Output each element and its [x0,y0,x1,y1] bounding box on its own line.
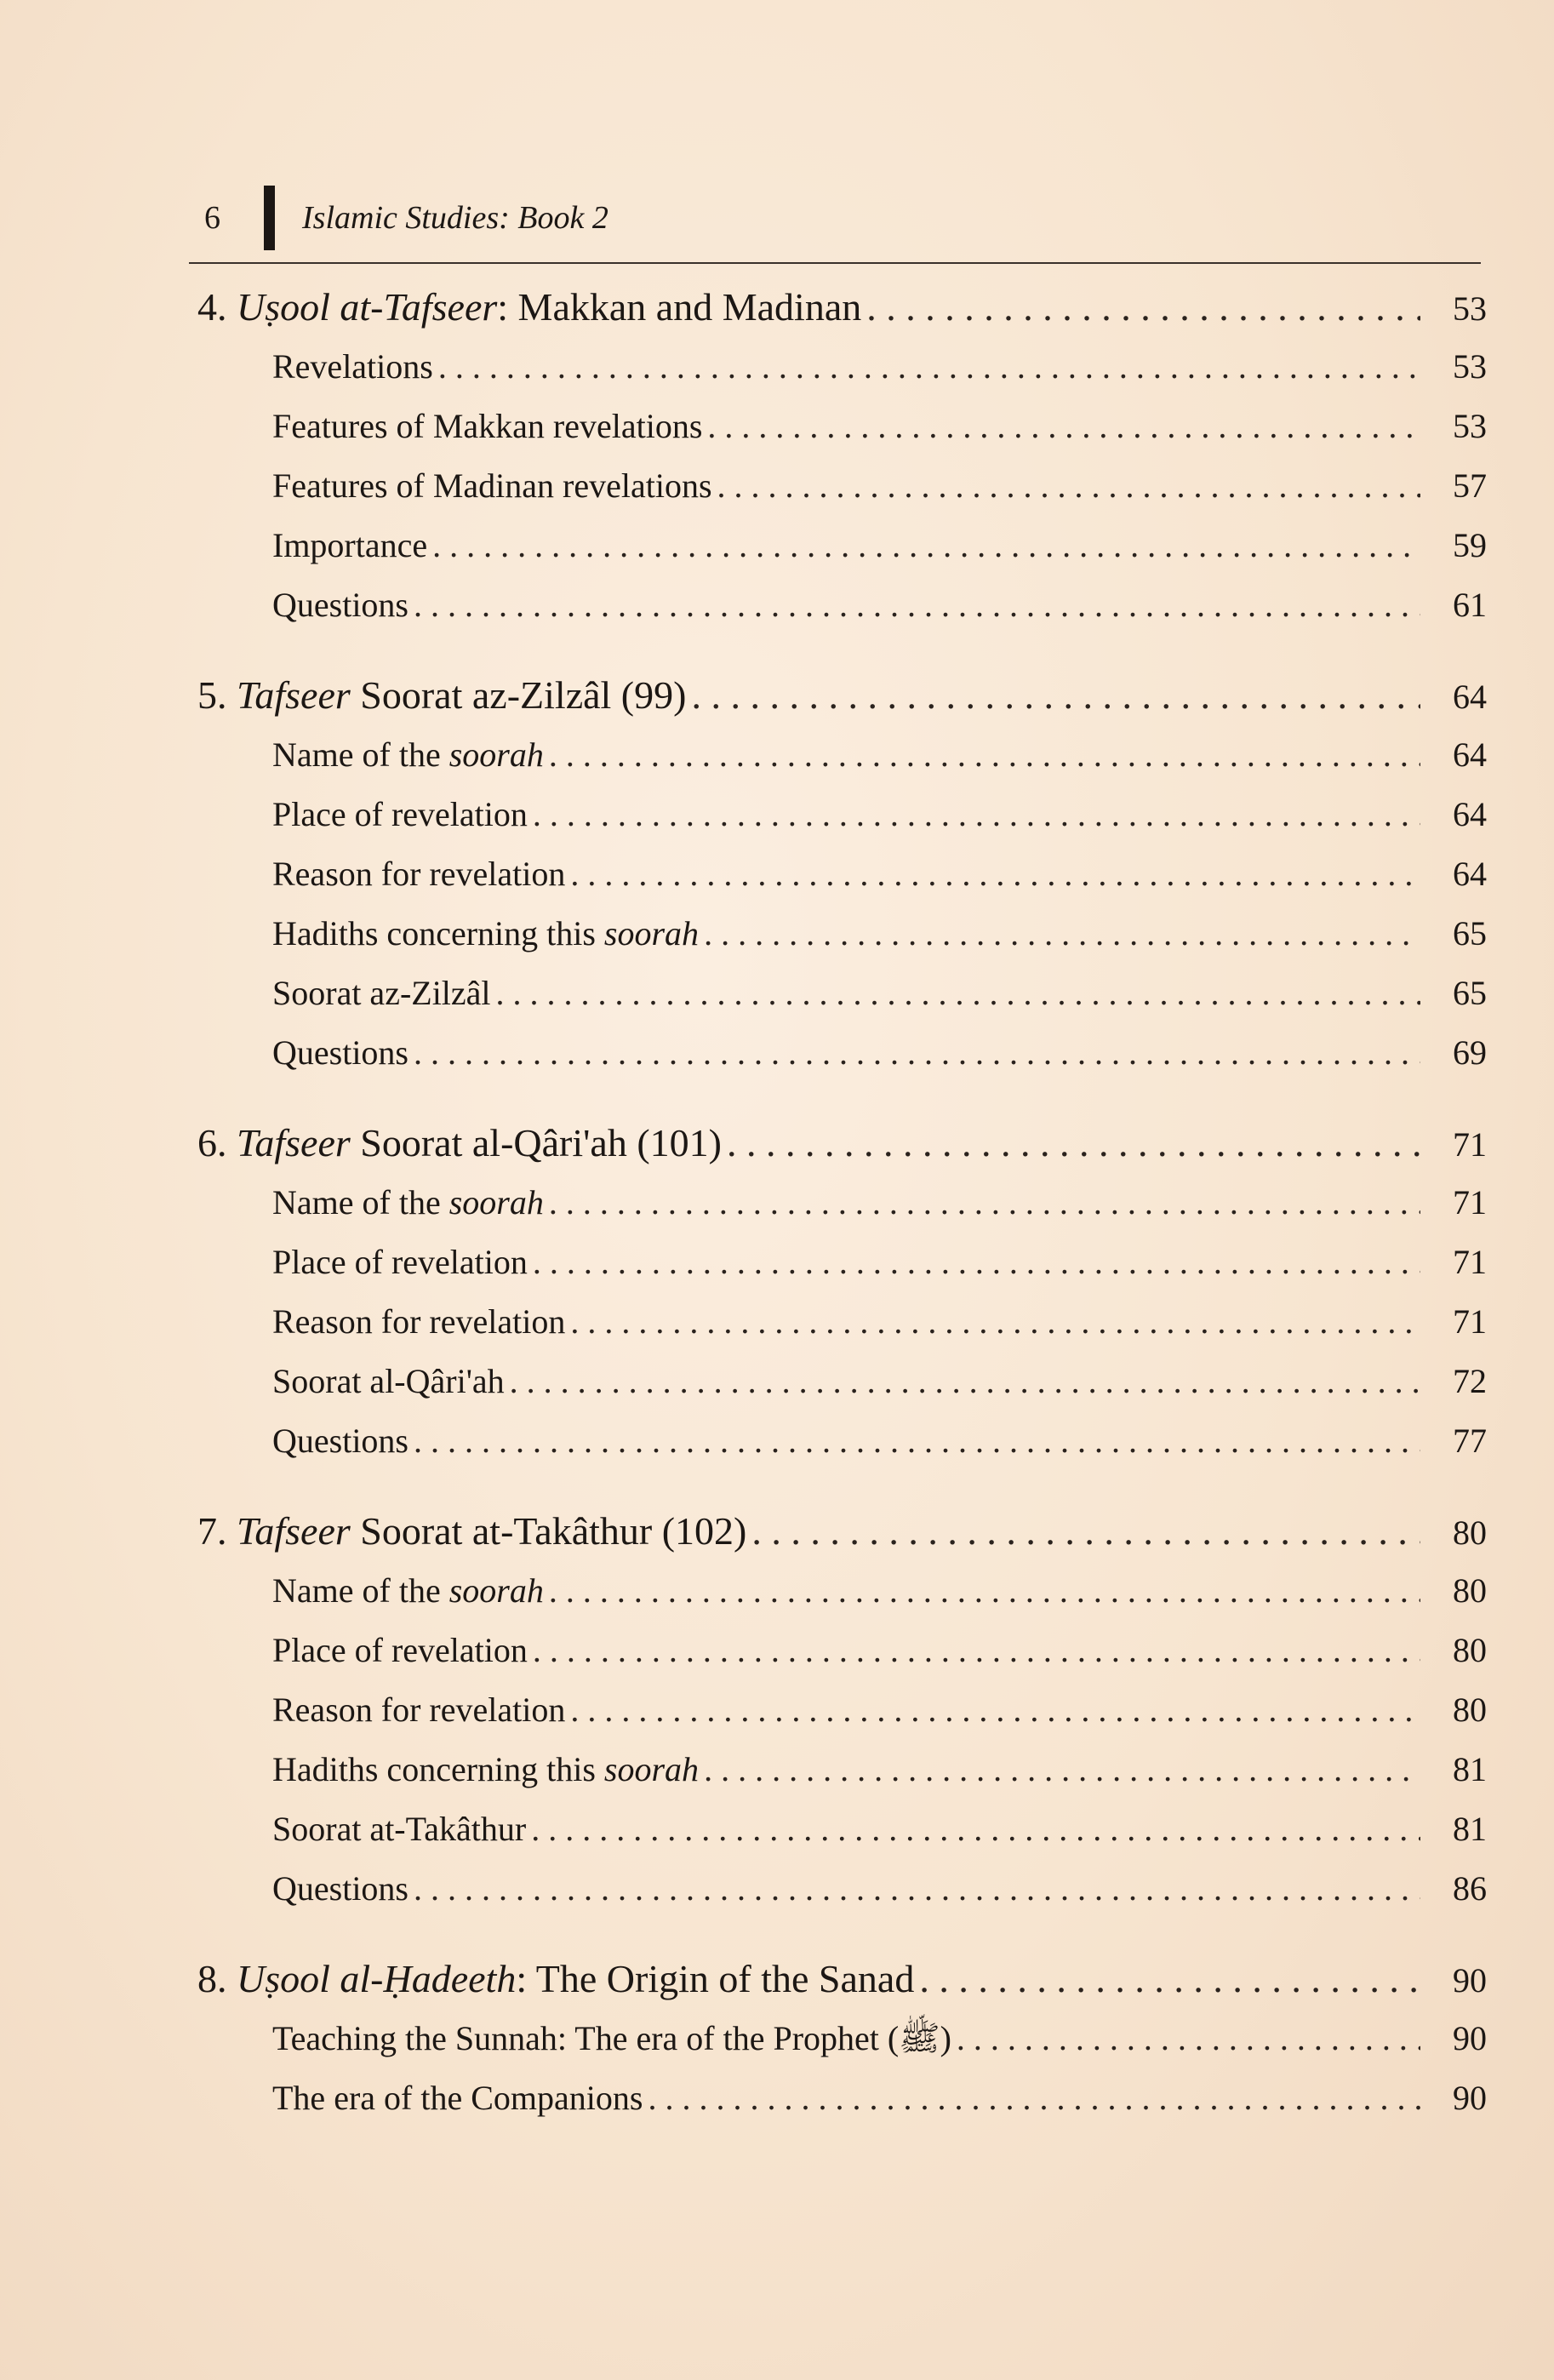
subentry-italic: soorah [448,1183,544,1221]
dot-leader [704,1740,1420,1799]
dot-leader [414,575,1420,635]
chapter-number: 7. [197,1509,227,1553]
toc-subentry [197,1023,1487,1083]
subentry-text: Name of the [272,1183,449,1221]
chapter-title-italic: Tafseer [237,1121,351,1164]
toc-section [197,1113,1487,1471]
subentry-page-number: 53 [1453,407,1487,445]
toc-section [197,666,1487,1083]
table-of-contents [197,277,1487,2159]
subentry-text: Questions [272,1869,408,1908]
chapter-title-rest: Soorat al-Qâri'ah (101) [350,1121,722,1164]
toc-subentry [197,725,1487,785]
chapter-entry [197,1949,1487,2009]
dot-leader [496,964,1420,1023]
subentry-text: Name of the [272,735,449,774]
book-title: Islamic Studies: Book 2 [302,200,608,236]
subentry-page-number: 65 [1453,914,1487,953]
dot-leader [570,1292,1420,1352]
subentry-page-number: 80 [1453,1571,1487,1610]
subentry-text: Hadiths concerning this [272,1750,604,1788]
toc-subentry [197,1859,1487,1919]
subentry-italic: soorah [448,735,544,774]
toc-subentry [197,2068,1487,2128]
toc-subentry [197,1621,1487,1680]
subentry-title [272,456,712,516]
subentry-text: Questions [272,1422,408,1460]
subentry-title [272,575,408,635]
chapter-page-number: 71 [1453,1125,1487,1164]
subentry-title [272,1292,565,1352]
chapter-title [197,1113,722,1173]
subentry-page-number: 53 [1453,347,1487,386]
subentry-italic: soorah [448,1571,544,1610]
dot-leader [533,1621,1420,1680]
dot-leader [648,2068,1420,2128]
chapter-title-rest: : Makkan and Madinan [497,285,862,329]
subentry-text: Teaching the Sunnah: The era of the Prophet (ﷺ) [272,2019,951,2057]
toc-section [197,1502,1487,1919]
dot-leader [432,516,1420,575]
dot-leader [866,277,1420,337]
toc-subentry [197,1799,1487,1859]
subentry-text: Place of revelation [272,1243,528,1281]
subentry-page-number: 72 [1453,1362,1487,1400]
dot-leader [438,337,1420,397]
subentry-page-number: 64 [1453,795,1487,833]
subentry-title [272,2009,951,2068]
header-rule [189,262,1481,264]
toc-subentry [197,1233,1487,1292]
subentry-title [272,904,699,964]
subentry-page-number: 80 [1453,1631,1487,1669]
subentry-title [272,397,702,456]
chapter-title [197,666,686,725]
subentry-text: Questions [272,586,408,624]
subentry-page-number: 90 [1453,2079,1487,2117]
subentry-title [272,1023,408,1083]
subentry-page-number: 69 [1453,1033,1487,1072]
toc-subentry [197,516,1487,575]
chapter-page-number: 64 [1453,678,1487,716]
subentry-title [272,337,433,397]
chapter-number: 6. [197,1121,227,1164]
header-bar [264,186,275,250]
subentry-page-number: 71 [1453,1183,1487,1221]
chapter-title-italic: Uṣool at-Tafseer [237,285,498,329]
subentry-title [272,1859,408,1919]
dot-leader [570,1680,1420,1740]
subentry-text: Soorat al-Qâri'ah [272,1362,505,1400]
dot-leader [717,456,1420,516]
toc-subentry [197,2009,1487,2068]
chapter-entry [197,1113,1487,1173]
subentry-title [272,1680,565,1740]
subentry-text: Importance [272,526,428,564]
dot-leader [414,1023,1420,1083]
subentry-title [272,1173,544,1233]
toc-subentry [197,844,1487,904]
subentry-page-number: 71 [1453,1302,1487,1341]
page-number: 6 [204,200,220,236]
subentry-text: Soorat at-Takâthur [272,1810,527,1848]
dot-leader [414,1411,1420,1471]
dot-leader [549,725,1420,785]
subentry-text: Hadiths concerning this [272,914,604,953]
chapter-number: 4. [197,285,227,329]
running-header [204,186,608,250]
chapter-entry [197,666,1487,725]
subentry-text: Features of Madinan revelations [272,466,712,505]
subentry-text: Place of revelation [272,1631,528,1669]
toc-subentry [197,964,1487,1023]
chapter-number: 5. [197,673,227,717]
subentry-page-number: 71 [1453,1243,1487,1281]
subentry-title [272,1352,505,1411]
subentry-title [272,516,427,575]
chapter-entry [197,277,1487,337]
dot-leader [510,1352,1420,1411]
dot-leader [691,666,1420,725]
subentry-page-number: 90 [1453,2019,1487,2057]
dot-leader [919,1949,1420,2009]
chapter-page-number: 53 [1453,289,1487,328]
chapter-title-italic: Tafseer [237,673,351,717]
toc-subentry [197,1173,1487,1233]
dot-leader [727,1113,1420,1173]
subentry-text: Soorat az-Zilzâl [272,974,491,1012]
dot-leader [570,844,1420,904]
subentry-italic: soorah [603,914,700,953]
subentry-text: Features of Makkan revelations [272,407,703,445]
subentry-title [272,964,491,1023]
subentry-italic: soorah [603,1750,700,1788]
subentry-page-number: 77 [1453,1422,1487,1460]
chapter-title-italic: Uṣool al-Ḥadeeth [237,1957,517,2000]
chapter-entry [197,1502,1487,1561]
dot-leader [704,904,1420,964]
subentry-text: Reason for revelation [272,855,566,893]
dot-leader [957,2009,1420,2068]
toc-section [197,1949,1487,2128]
chapter-title-rest: Soorat at-Takâthur (102) [350,1509,747,1553]
subentry-title [272,1740,699,1799]
toc-subentry [197,397,1487,456]
subentry-page-number: 65 [1453,974,1487,1012]
toc-subentry [197,1561,1487,1621]
chapter-number: 8. [197,1957,227,2000]
dot-leader [531,1799,1420,1859]
toc-subentry [197,1411,1487,1471]
chapter-title [197,277,861,337]
dot-leader [707,397,1420,456]
toc-subentry [197,904,1487,964]
subentry-title [272,725,544,785]
subentry-title [272,2068,643,2128]
dot-leader [414,1859,1420,1919]
subentry-page-number: 59 [1453,526,1487,564]
chapter-title-rest: : The Origin of the Sanad [516,1957,915,2000]
subentry-text: Place of revelation [272,795,528,833]
subentry-page-number: 57 [1453,466,1487,505]
subentry-page-number: 61 [1453,586,1487,624]
chapter-title-italic: Tafseer [237,1509,351,1553]
subentry-title [272,1411,408,1471]
subentry-title [272,1561,544,1621]
subentry-page-number: 81 [1453,1810,1487,1848]
subentry-title [272,844,565,904]
subentry-title [272,1233,528,1292]
subentry-title [272,785,528,844]
dot-leader [533,785,1420,844]
subentry-page-number: 86 [1453,1869,1487,1908]
dot-leader [533,1233,1420,1292]
toc-subentry [197,1740,1487,1799]
dot-leader [751,1502,1420,1561]
subentry-page-number: 80 [1453,1691,1487,1729]
toc-section [197,277,1487,635]
subentry-text: Questions [272,1033,408,1072]
subentry-page-number: 81 [1453,1750,1487,1788]
toc-subentry [197,785,1487,844]
chapter-page-number: 80 [1453,1513,1487,1552]
chapter-title-rest: Soorat az-Zilzâl (99) [350,673,687,717]
subentry-text: Reason for revelation [272,1691,566,1729]
subentry-text: Name of the [272,1571,449,1610]
toc-subentry [197,456,1487,516]
toc-subentry [197,575,1487,635]
toc-subentry [197,1680,1487,1740]
dot-leader [549,1173,1420,1233]
chapter-title [197,1502,746,1561]
subentry-page-number: 64 [1453,735,1487,774]
subentry-title [272,1621,528,1680]
chapter-title [197,1949,914,2009]
chapter-page-number: 90 [1453,1961,1487,2000]
toc-subentry [197,1292,1487,1352]
subentry-title [272,1799,526,1859]
toc-subentry [197,1352,1487,1411]
toc-subentry [197,337,1487,397]
subentry-text: The era of the Companions [272,2079,643,2117]
dot-leader [549,1561,1420,1621]
subentry-text: Reason for revelation [272,1302,566,1341]
subentry-page-number: 64 [1453,855,1487,893]
subentry-text: Revelations [272,347,433,386]
